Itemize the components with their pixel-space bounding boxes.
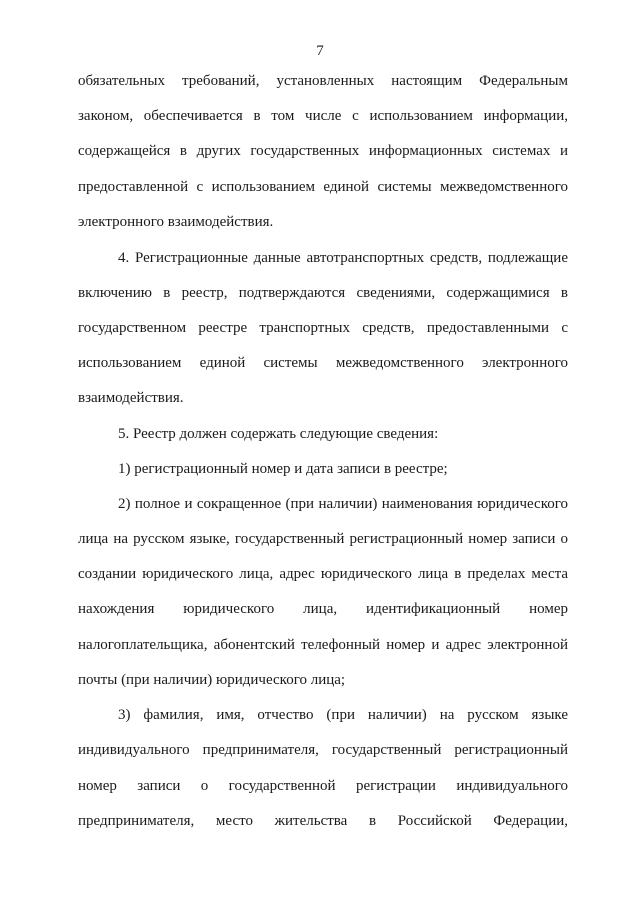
text-line: предоставленной с использованием единой системы межведомственного	[78, 179, 568, 195]
text-line: лица на русском языке, государственный регистрационный номер записи о	[78, 531, 568, 547]
text-line: налогоплательщика, абонентский телефонный номер и адрес электронной	[78, 637, 568, 653]
text-line: государственном реестре транспортных средств, предоставленными с	[78, 320, 568, 336]
text-line: содержащейся в других государственных информационных системах и	[78, 143, 568, 159]
list-item-line: 1) регистрационный номер и дата записи в реестре;	[118, 461, 448, 477]
paragraph-start-line: 5. Реестр должен содержать следующие сведения:	[118, 426, 439, 442]
text-line: включению в реестр, подтверждаются сведениями, содержащимися в	[78, 285, 568, 301]
text-line: индивидуального предпринимателя, государственный регистрационный	[78, 742, 568, 758]
text-line: электронного взаимодействия.	[78, 214, 274, 230]
paragraph-start-line: 4. Регистрационные данные автотранспортных средств, подлежащие	[118, 250, 568, 266]
text-line: предпринимателя, место жительства в Российской Федерации,	[78, 813, 568, 829]
text-line: создании юридического лица, адрес юридического лица в пределах места	[78, 566, 568, 582]
text-line: законом, обеспечивается в том числе с использованием информации,	[78, 108, 568, 124]
text-line: почты (при наличии) юридического лица;	[78, 672, 346, 688]
list-item-line: 3) фамилия, имя, отчество (при наличии) на русском языке	[118, 707, 568, 723]
text-line: использованием единой системы межведомственного электронного	[78, 355, 568, 371]
text-line: взаимодействия.	[78, 390, 184, 406]
text-line: номер записи о государственной регистрации индивидуального	[78, 778, 568, 794]
page-number: 7	[316, 43, 324, 59]
text-line: обязательных требований, установленных настоящим Федеральным	[78, 73, 568, 89]
list-item-line: 2) полное и сокращенное (при наличии) наименования юридического	[118, 496, 568, 512]
text-line: нахождения юридического лица, идентификационный номер	[78, 601, 568, 617]
